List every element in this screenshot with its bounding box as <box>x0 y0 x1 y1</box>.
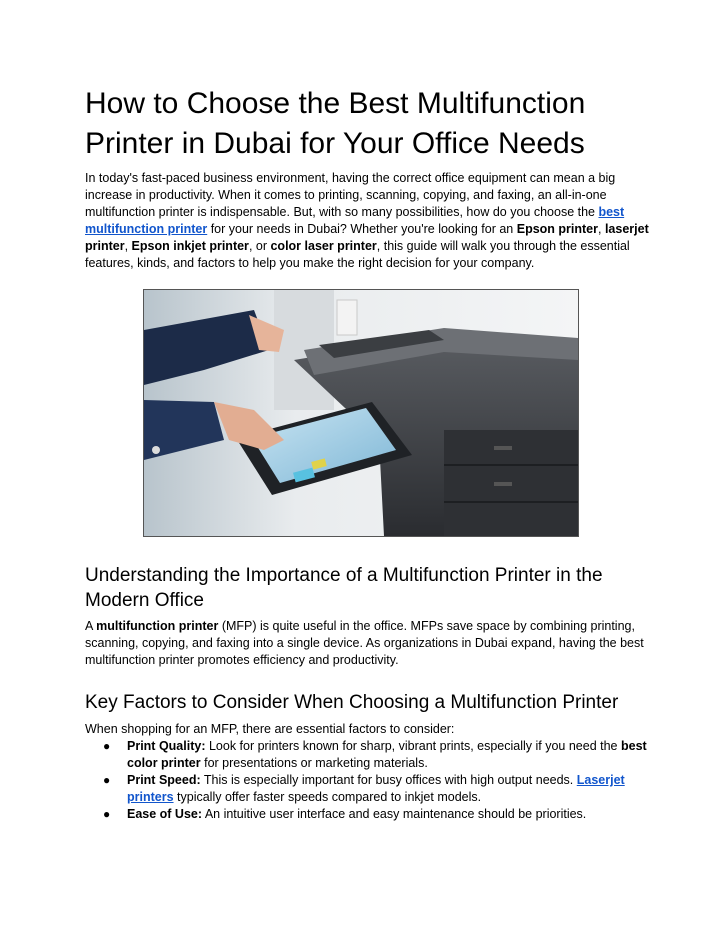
paragraph-bold: multifunction printer <box>96 619 219 633</box>
laserjet-printers-link[interactable]: Laserjet printers <box>127 773 625 804</box>
list-item-ease-of-use <box>85 806 650 823</box>
list-item-print-speed <box>85 772 650 806</box>
intro-text: , or <box>248 239 271 253</box>
list-item-label: Print Speed: <box>127 773 201 787</box>
bullet-icon: ● <box>103 739 111 753</box>
list-item-text: typically offer faster speeds compared to inkjet models. <box>173 790 482 804</box>
list-item-bold: best color printer <box>127 739 647 770</box>
intro-paragraph <box>85 170 650 272</box>
intro-text: for your needs in Dubai? Whether you're looking for an <box>207 222 517 236</box>
intro-text: In today's fast-paced business environment, having the correct office equipment can mean a big increase in productivity. When it comes to printing, scanning, copying, and faxing, an all-in-one multifunction printer is indispensable. But, with so many possibilities, how do you choose the <box>85 171 616 219</box>
intro-bold: Epson printer <box>516 222 598 236</box>
list-item-text: for presentations or marketing materials. <box>200 756 428 770</box>
paragraph-text: A <box>85 619 97 633</box>
intro-bold: laserjet printer <box>85 222 649 253</box>
list-item-text: Look for printers known for sharp, vibrant prints, especially if you need the <box>205 739 621 753</box>
intro-text: , this guide will walk you through the essential features, kinds, and factors to help you make the right decision for your company. <box>85 239 630 270</box>
bullet-icon: ● <box>103 773 111 787</box>
section-heading-key-factors: Key Factors to Consider When Choosing a Multifunction Printer <box>85 692 619 713</box>
list-item-label: Ease of Use: <box>127 807 203 821</box>
list-item-text: An intuitive user interface and easy maintenance should be priorities. <box>202 807 587 821</box>
intro-text: , <box>598 222 605 236</box>
printer-illustration <box>144 290 578 536</box>
section-heading-importance: Understanding the Importance of a Multifunction Printer in the Modern Office <box>85 565 603 611</box>
importance-paragraph <box>85 618 650 669</box>
list-item-label: Print Quality: <box>127 739 206 753</box>
list-item-text: This is especially important for busy offices with high output needs. <box>200 773 577 787</box>
paragraph-text: (MFP) is quite useful in the office. MFPs save space by combining printing, scanning, copying, and faxing into a single device. As organizations in Dubai expand, having the best multifunction printer promotes efficiency and productivity. <box>85 619 644 667</box>
best-multifunction-printer-link[interactable]: best multifunction printer <box>85 205 625 236</box>
key-factors-list <box>85 738 650 823</box>
page-title: How to Choose the Best Multifunction Printer in Dubai for Your Office Needs <box>85 87 586 160</box>
intro-bold: Epson inkjet printer <box>131 239 249 253</box>
printer-photo <box>143 289 579 537</box>
bullet-icon: ● <box>103 807 111 821</box>
key-factors-lead: When shopping for an MFP, there are essential factors to consider: <box>85 722 455 736</box>
intro-text: , <box>124 239 132 253</box>
intro-bold: color laser printer <box>270 239 377 253</box>
list-item-print-quality <box>85 738 650 772</box>
